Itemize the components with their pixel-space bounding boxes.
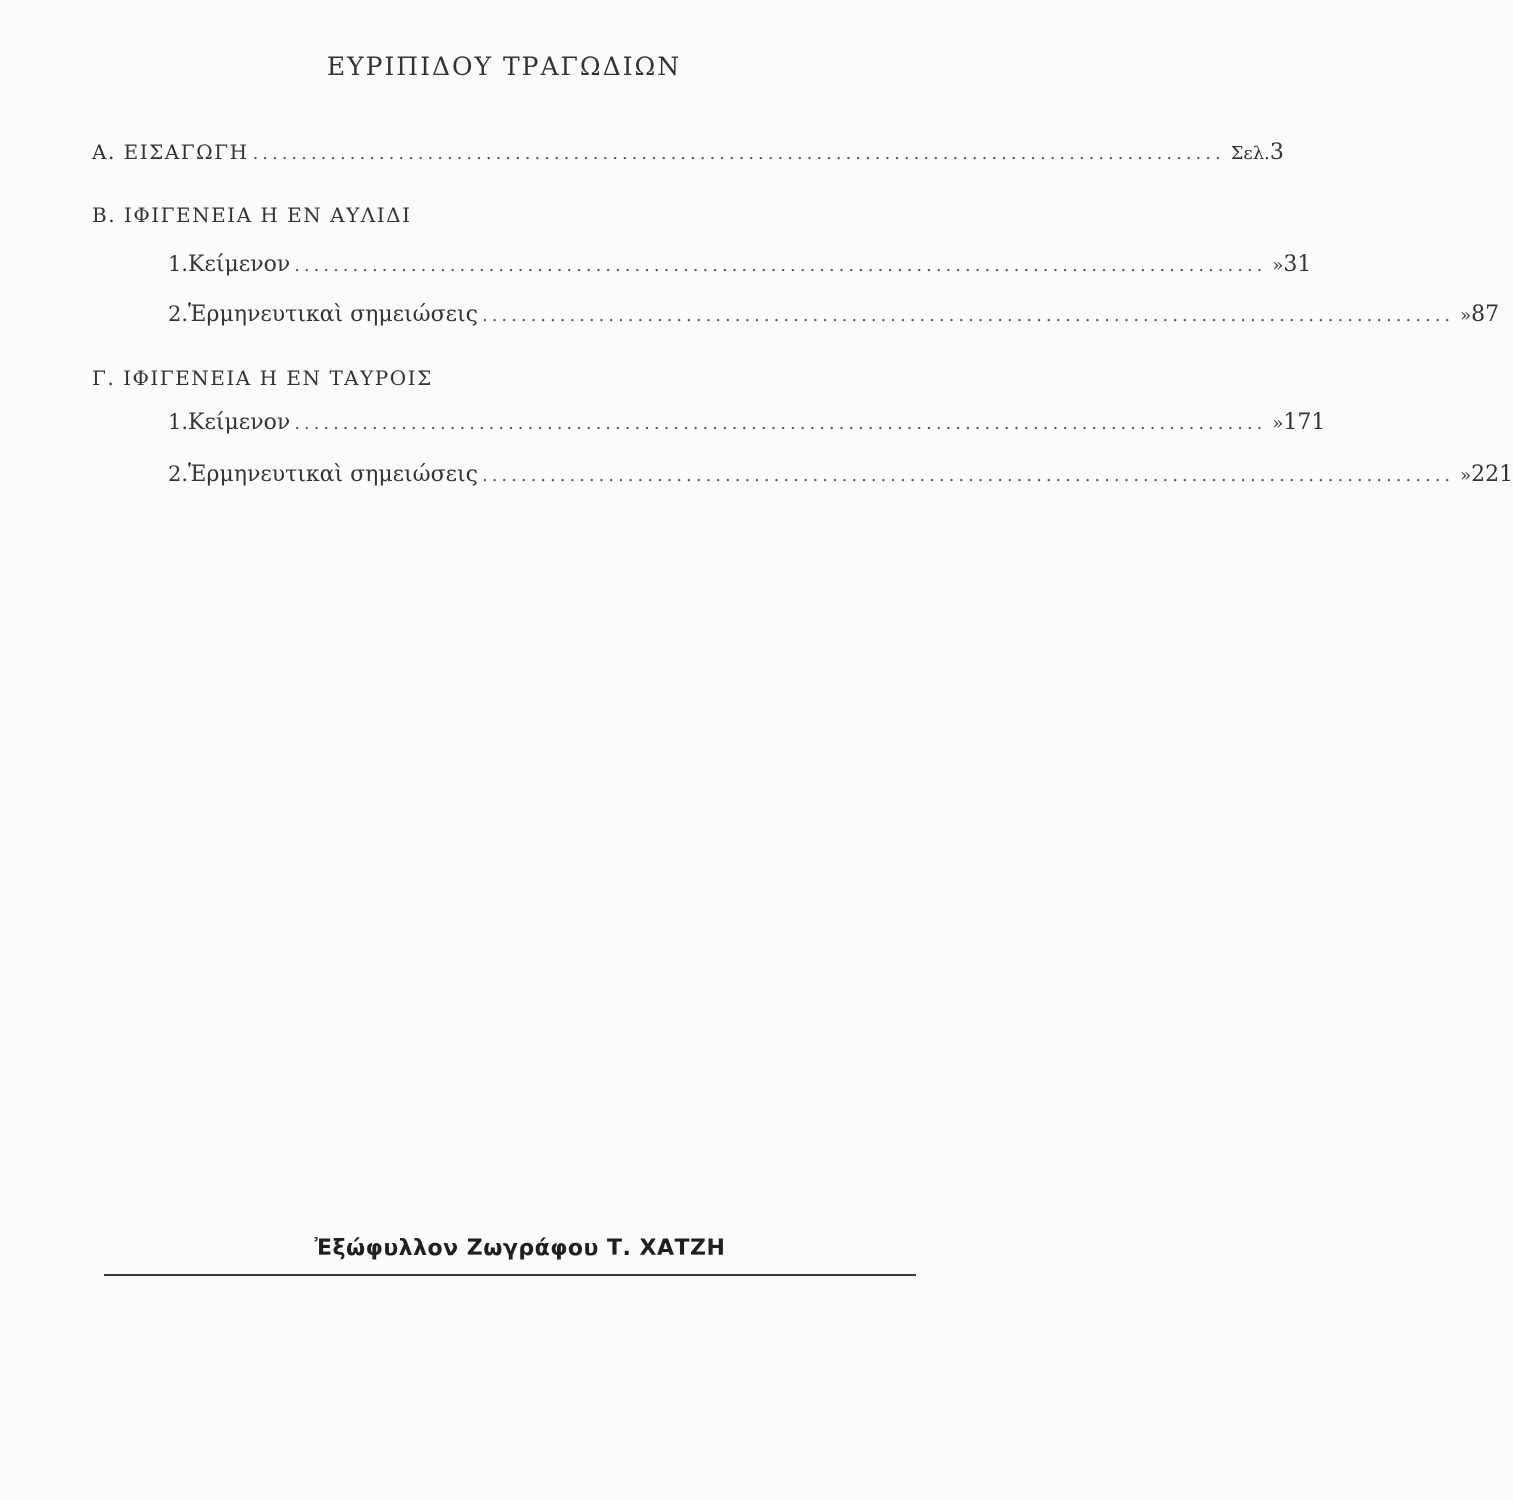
page-prefix: »: [1460, 305, 1472, 326]
dot-leader: ....................................................................................................: [252, 143, 1225, 164]
toc-entry-label: Α. ΕΙΣΑΓΩΓΗ: [92, 140, 249, 164]
toc-entry-introduction: [92, 140, 1284, 165]
section-heading-tauris: Γ. ΙΦΙΓΕΝΕΙΑ Η ΕΝ ΤΑΥΡΟΙΣ: [92, 366, 433, 390]
dot-leader: ....................................................................................................: [294, 413, 1267, 434]
page-number: 87: [1471, 302, 1500, 327]
toc-entry-label: Κείμενον: [188, 410, 291, 435]
toc-entry-label: Κείμενον: [188, 252, 291, 277]
page-title: ΕΥΡΙΠΙΔΟΥ ΤΡΑΓΩΔΙΩΝ: [326, 52, 682, 81]
toc-entry-label: Ἑρμηνευτικαὶ σημειώσεις: [188, 462, 478, 487]
page-prefix: »: [1460, 465, 1472, 486]
toc-entry-label: Ἑρμηνευτικαὶ σημειώσεις: [188, 302, 478, 327]
entry-number: 2.: [168, 462, 189, 486]
page-prefix: »: [1272, 413, 1284, 434]
horizontal-rule: [104, 1274, 916, 1276]
entry-number: 1.: [168, 410, 189, 434]
dot-leader: ....................................................................................................: [481, 465, 1455, 486]
entry-number: 2.: [168, 302, 189, 326]
page-number: 221: [1471, 462, 1513, 487]
entry-number: 1.: [168, 252, 189, 276]
dot-leader: ....................................................................................................: [294, 255, 1267, 276]
toc-entry-tauris-notes: [168, 462, 1513, 487]
section-heading-aulis: Β. ΙΦΙΓΕΝΕΙΑ Η ΕΝ ΑΥΛΙΔΙ: [92, 203, 412, 227]
toc-entry-tauris-text: [168, 410, 1326, 435]
toc-entry-aulis-notes: [168, 302, 1500, 327]
page-prefix: »: [1272, 255, 1284, 276]
page-number: 171: [1283, 410, 1326, 435]
page-number: 31: [1283, 252, 1312, 277]
dot-leader: ....................................................................................................: [481, 305, 1455, 326]
toc-entry-aulis-text: [168, 252, 1312, 277]
page-number: 3: [1269, 140, 1284, 165]
page-prefix: Σελ.: [1230, 143, 1270, 164]
cover-credit: Ἐξώφυλλον Ζωγράφου Τ. ΧΑΤΖΗ: [314, 1236, 726, 1261]
